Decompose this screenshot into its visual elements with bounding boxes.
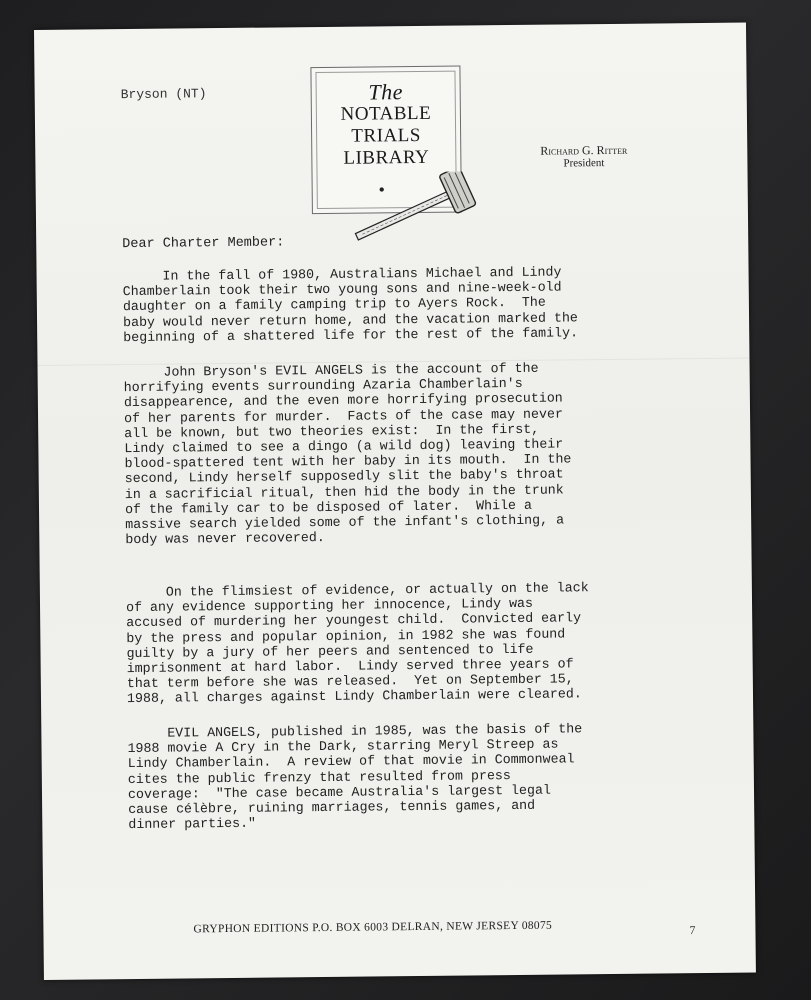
paragraph-1: In the fall of 1980, Australians Michael and Lindy Chamberlain took their two young sons and nine-week-old daughter on a family camping trip to Ayers Rock. The baby would never return home, and the vacation marked the beginning of a shattered life for the rest of the family. xyxy=(122,264,579,345)
signatory-block xyxy=(540,144,627,171)
logo-text xyxy=(312,81,461,171)
paragraph-3: On the flimsiest of evidence, or actually on the lack of any evidence supporting her innocence, Lindy was accused of murdering her youngest child. Convicted early by the press and popular opinion, in 1982 she was found guilty by a jury of her peers and sentenced to life imprisonment at hard labor. Lindy served three years of that term before she was released. Yet on September 15, 1988, all charges against Lindy Chamberlain were cleared. xyxy=(125,580,589,707)
signatory-title: President xyxy=(563,157,605,170)
salutation: Dear Charter Member: xyxy=(122,235,285,253)
signatory-name: Richard G. Ritter xyxy=(540,142,628,158)
letter-page xyxy=(34,23,756,980)
logo-line-the: The xyxy=(368,79,404,105)
page-number: 7 xyxy=(689,923,696,938)
paragraph-2: John Bryson's EVIL ANGELS is the account of the horrifying events surrounding Azaria Chamberlain's disappearence, and the even more horrifying prosecution of her parents for murder. Facts of the case may never all be known, but two theories exist: In the first, Lindy claimed to see a dingo (a wild dog) leaving their blood-spattered tent with her baby in its mouth. In the second, Lindy herself supposedly slit the baby's throat in a sacrificial ritual, then hid the body in the trunk of the family car to be disposed of later. While a massive search yielded some of the infant's clothing, a body was never recovered. xyxy=(123,360,572,548)
reference-line: Bryson (NT) xyxy=(120,86,207,103)
logo-line-notable: NOTABLE xyxy=(340,102,432,125)
apple-icon: ● xyxy=(378,185,385,197)
publisher-footer: GRYPHON EDITIONS P.O. BOX 6003 DELRAN, NEW JERSEY 08075 xyxy=(193,919,553,936)
paragraph-4: EVIL ANGELS, published in 1985, was the basis of the 1988 movie A Cry in the Dark, starring Meryl Streep as Lindy Chamberlain. A review of that movie in Commonweal cites the public frenzy that resulted from press coverage: "The case became Australia's largest legal cause célèbre, ruining marriages, tennis games, and dinner parties." xyxy=(127,721,583,833)
gavel-icon xyxy=(346,171,487,242)
logo-line-library: LIBRARY xyxy=(343,146,430,169)
logo-line-trials: TRIALS xyxy=(351,124,421,147)
